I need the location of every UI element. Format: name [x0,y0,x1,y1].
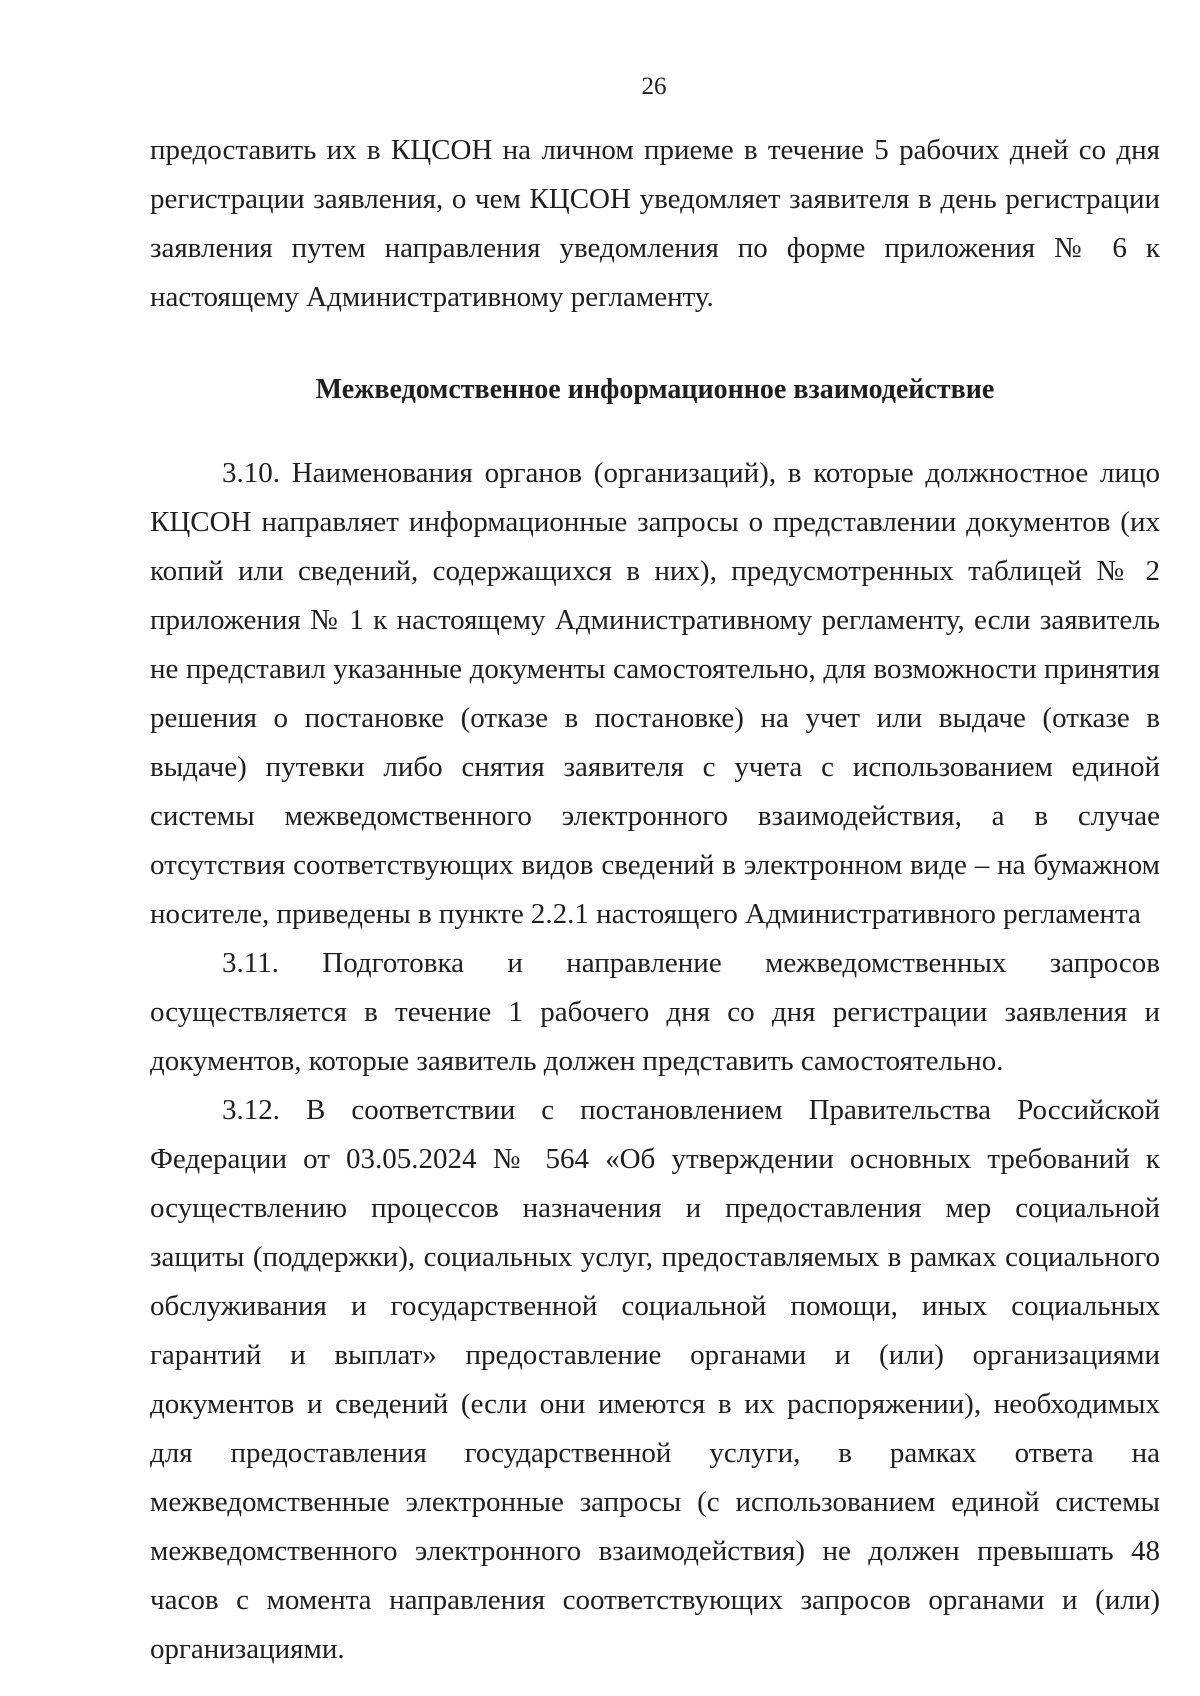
paragraph-3-10: 3.10. Наименования органов (организаций), в которые должностное лицо КЦСОН направляет информационные запросы о представлении документов (их копий или сведений, содержащихся в них), предусмотренных таблицей № 2 приложения № 1 к настоящему Административному регламенту, если заявитель не представил указанные документы самостоятельно, для возможности принятия решения о постановке (отказе в постановке) на учет или выдаче (отказе в выдаче) путевки либо снятия заявителя с учета с использованием единой системы межведомственного электронного взаимодействия, а в случае отсутствия соответствующих видов сведений в электронном виде – на бумажном носителе, приведены в пункте 2.2.1 настоящего Административного регламента [150,457,1160,930]
paragraph-3-12: 3.12. В соответствии с постановлением Правительства Российской Федерации от 03.05.2024 № 564 «Об утверждении основных требований к осуществлению процессов назначения и предоставления мер социальной защиты (поддержки), социальных услуг, предоставляемых в рамках социального обслуживания и государственной социальной помощи, иных социальных гарантий и выплат» предоставление органами и (или) организациями документов и сведений (если они имеются в их распоряжении), необходимых для предоставления государственной услуги, в рамках ответа на межведомственные электронные запросы (с использованием единой системы межведомственного электронного взаимодействия) не должен превышать 48 часов с момента направления соответствующих запросов органами и (или) организациями. [150,1094,1160,1665]
page-number: 26 [641,73,667,100]
section-heading: Межведомственное информационное взаимодействие [315,374,995,405]
paragraph-continuation: предоставить их в КЦСОН на личном приеме в течение 5 рабочих дней со дня регистрации заявления, о чем КЦСОН уведомляет заявителя в день регистрации заявления путем направления уведомления по форме приложения № 6 к настоящему Административному регламенту. [150,134,1160,313]
document-body [150,126,1160,1674]
paragraph-3-11: 3.11. Подготовка и направление межведомственных запросов осуществляется в течение 1 рабочего дня со дня регистрации заявления и документов, которые заявитель должен представить самостоятельно. [150,947,1160,1077]
